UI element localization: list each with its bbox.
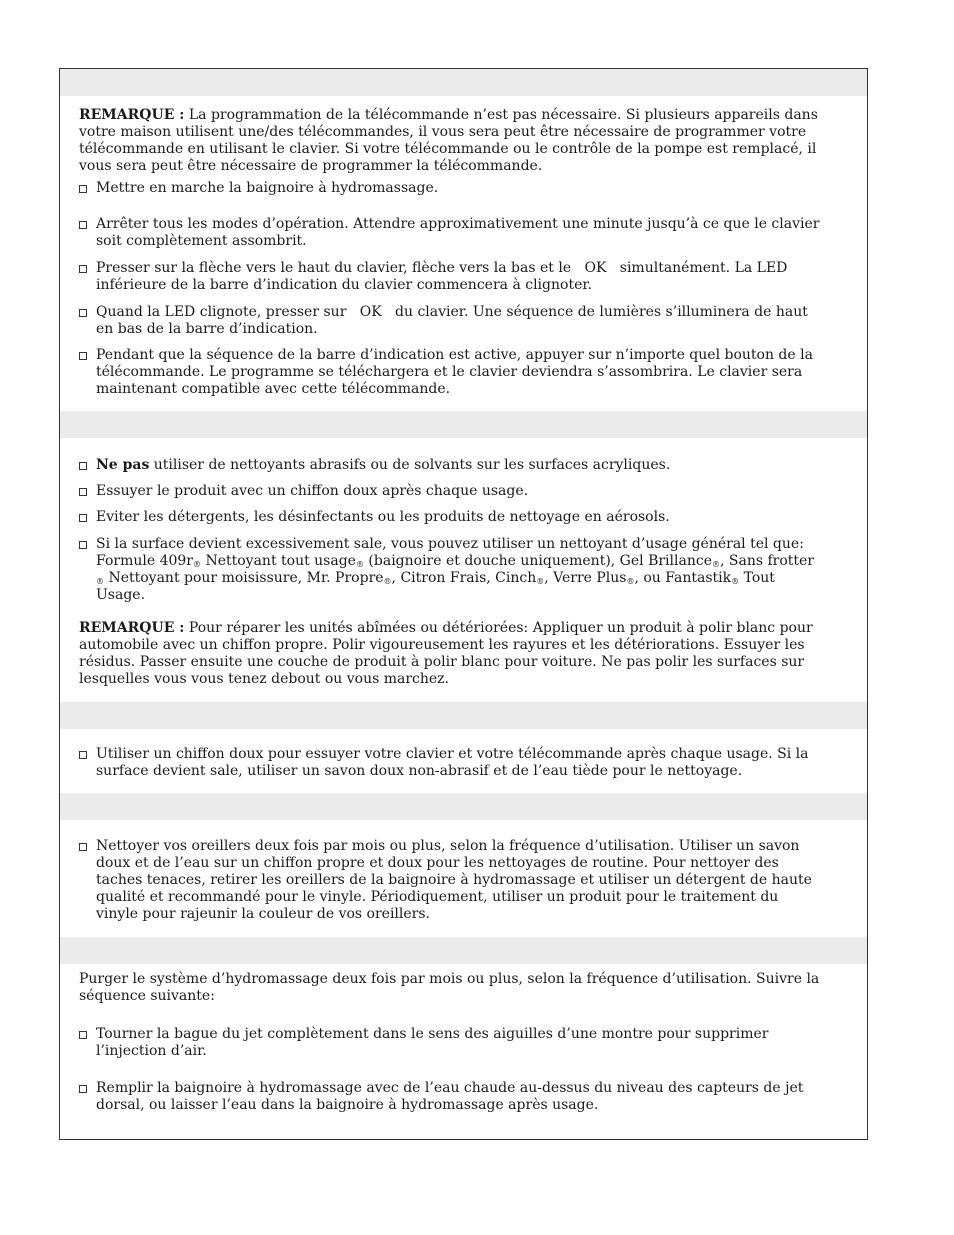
list-item-text: utiliser de nettoyants abrasifs ou de solvants sur les surfaces acryliques.: [149, 457, 671, 473]
list-item: [79, 1026, 821, 1060]
checkbox-square-icon: [79, 265, 87, 273]
section-header-band: [60, 937, 867, 964]
list-item-text: (baignoire et douche uniquement), Gel Brillance: [363, 553, 712, 569]
warning-emphasis: Ne pas: [96, 457, 150, 473]
registered-mark: ®: [536, 577, 545, 586]
list-item-text: Nettoyant tout usage: [201, 553, 356, 569]
checkbox-square-icon: [79, 751, 87, 759]
registered-mark: ®: [383, 577, 392, 586]
surfaces-note: [79, 620, 819, 688]
list-item-text: Tout Usage.: [96, 570, 775, 603]
list-item-text: Mettre en marche la baignoire à hydromassage.: [96, 180, 439, 196]
list-item: [79, 536, 821, 604]
list-item-text: , ou Fantastik: [634, 570, 732, 586]
list-item-text: Presser sur la flèche vers le haut du clavier, flèche vers la bas et le OK simultanément. La LED inférieure de la barre d’indication du clavier commencera à clignoter.: [96, 260, 792, 293]
registered-mark: ®: [731, 577, 740, 586]
note-text: Pour réparer les unités abîmées ou détériorées: Appliquer un produit à polir blanc pour automobile avec un chiffon propre. Polir vigoureusement les rayures et les détériorations. Essuyer les résidus. Passer ensuite une couche de produit à polir blanc pour voiture. Ne pas polir les surfaces sur lesquelles vous vous tenez debout ou vous marchez.: [79, 620, 813, 687]
purge-intro: Purger le système d’hydromassage deux fois par mois ou plus, selon la fréquence d’utilisation. Suivre la séquence suivante:: [79, 971, 820, 1004]
checkbox-square-icon: [79, 309, 87, 317]
list-item-text: , Verre Plus: [544, 570, 627, 586]
list-item-text: Remplir la baignoire à hydromassage avec de l’eau chaude au-dessus du niveau des capteurs de jet dorsal, ou laisser l’eau dans la baignoire à hydromassage après usage.: [96, 1080, 804, 1113]
checkbox-square-icon: [79, 1085, 87, 1093]
checkbox-square-icon: [79, 843, 87, 851]
list-item-text: Essuyer le produit avec un chiffon doux après chaque usage.: [96, 483, 529, 499]
list-item: [79, 746, 821, 780]
note-text: La programmation de la télécommande n’est pas nécessaire. Si plusieurs appareils dans votre maison utilisent une/des télécommandes, il vous sera peut être nécessaire de programmer votre télécommande en utilisant le clavier. Si votre télécommande ou le contrôle de la pompe est remplacé, il vous sera peut être nécessaire de programmer la télécommande.: [79, 107, 818, 174]
list-item-text: Utiliser un chiffon doux pour essuyer votre clavier et votre télécommande après chaque usage. Si la surface devient sale, utiliser un savon doux non-abrasif et de l’eau tiède pour le nettoyage.: [96, 746, 809, 779]
list-item: [79, 304, 821, 338]
list-item: [79, 216, 821, 250]
note-label: REMARQUE :: [79, 107, 185, 123]
list-item-text: Nettoyer vos oreillers deux fois par mois ou plus, selon la fréquence d’utilisation. Utiliser un savon doux et de l’eau sur un chiffon propre et doux pour les nettoyages de routine. Pour nettoyer des taches tenaces, retirer les oreillers de la baignoire à hydromassage et utiliser un détergent de haute qualité et recommandé pour le vinyle. Périodiquement, utiliser un produit pour le traitement du vinyle pour rajeunir la couleur de vos oreillers.: [96, 838, 812, 922]
instruction-panel: [59, 68, 868, 1140]
registered-mark: ®: [193, 560, 201, 569]
checkbox-square-icon: [79, 221, 87, 229]
list-item-text: Quand la LED clignote, presser sur OK du clavier. Une séquence de lumières s’illuminera de haut en bas de la barre d’indication.: [96, 304, 813, 337]
section-header-band: [60, 702, 867, 729]
list-item-text: Eviter les détergents, les désinfectants ou les produits de nettoyage en aérosols.: [96, 509, 670, 525]
registered-mark: ®: [355, 560, 364, 569]
checkbox-square-icon: [79, 185, 87, 193]
list-item: [79, 509, 821, 526]
note-label: REMARQUE :: [79, 620, 185, 636]
checkbox-square-icon: [79, 352, 87, 360]
checkbox-square-icon: [79, 488, 87, 496]
section-header-band: [60, 411, 867, 438]
list-item: [79, 457, 821, 474]
list-item: [79, 1080, 821, 1114]
section-header-band: [60, 793, 867, 820]
checkbox-square-icon: [79, 541, 87, 549]
checkbox-square-icon: [79, 462, 87, 470]
list-item: [79, 180, 821, 197]
list-item-text: Arrêter tous les modes d’opération. Attendre approximativement une minute jusqu’à ce que le clavier soit complètement assombrit.: [96, 216, 820, 249]
programming-note: [79, 107, 819, 175]
list-item-text: Si la surface devient excessivement sale, vous pouvez utiliser un nettoyant d’usage général tel que: Formule 409r: [96, 536, 804, 569]
checkbox-square-icon: [79, 1031, 87, 1039]
registered-mark: ®: [626, 577, 635, 586]
list-item-text: Pendant que la séquence de la barre d’indication est active, appuyer sur n’importe quel bouton de la télécommande. Le programme se téléchargera et le clavier deviendra s’assombrira. Le clavier sera maintenant compatible avec cette télécommande.: [96, 347, 813, 397]
registered-mark: ®: [711, 560, 720, 569]
list-item-text: , Sans frotter: [719, 553, 815, 569]
list-item: [79, 347, 821, 398]
list-item: [79, 483, 821, 500]
list-item: [79, 260, 821, 294]
list-item-text: , Citron Frais, Cinch: [391, 570, 537, 586]
registered-mark: ®: [96, 577, 104, 586]
list-item-text: Nettoyant pour moisissure, Mr. Propre: [104, 570, 384, 586]
checkbox-square-icon: [79, 514, 87, 522]
list-item: [79, 838, 821, 923]
list-item-text: Tourner la bague du jet complètement dans le sens des aiguilles d’une montre pour supprimer l’injection d’air.: [96, 1026, 769, 1059]
section-header-band: [60, 69, 867, 96]
